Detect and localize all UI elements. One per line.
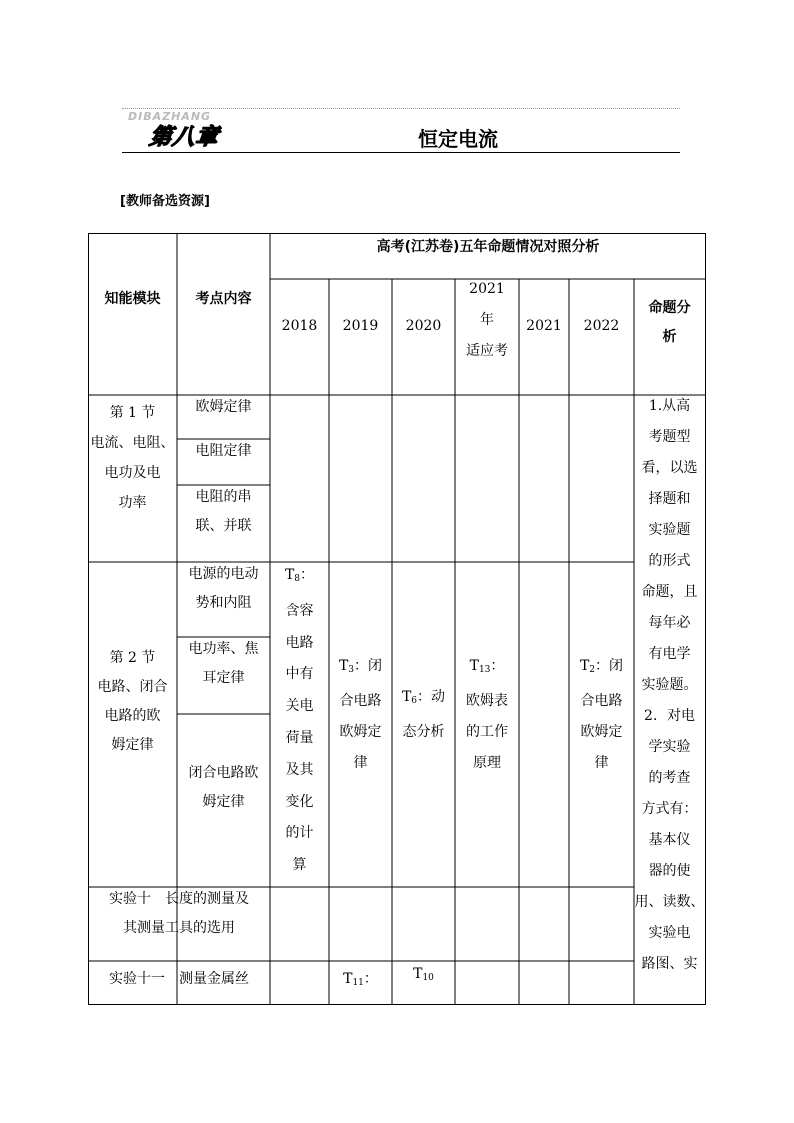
cell-2018-section2: $T_8$： 含容 电路 中有 关电 荷量 及其 变化 的计 算 xyxy=(284,567,315,874)
cell-2019-section2: $T_3$：闭 合电路 欧姆定 律 xyxy=(338,658,383,771)
cell-2021-adapt-section2: $T_{13}$： 欧姆表 的工作 原理 xyxy=(466,658,508,771)
section1-item-1: 欧姆定律 xyxy=(195,399,252,415)
header-rule xyxy=(122,152,680,153)
cell-2020-section2: $T_6$：动 态分析 xyxy=(401,689,446,740)
table-title: 高考(江苏卷)五年命题情况对照分析 xyxy=(376,239,600,255)
section1-item-2: 电阻定律 xyxy=(195,443,252,459)
header-year-2021-adapt: 2021 年 适应考 xyxy=(466,281,508,359)
resource-label: [教师备选资源] xyxy=(120,194,210,209)
header-year-2022: 2022 xyxy=(583,318,620,334)
header-year-2020: 2020 xyxy=(405,318,442,334)
section2-item-1: 电源的电动 势和内阻 xyxy=(188,566,259,611)
section1-item-3: 电阻的串 联、并联 xyxy=(195,489,252,534)
section2-item-3: 闭合电路欧 姆定律 xyxy=(188,765,259,810)
cell-2020-experiment-11: $T_{10}$ xyxy=(413,966,434,983)
chapter-pinyin: DIBAZHANG xyxy=(128,110,212,123)
header-analysis: 命题分 析 xyxy=(648,300,691,345)
analysis-text: 1.从高 考题型 看，以选 择题和 实验题 的形式 命题，且 每年必 有电学 实验题。 2．对电 学实验 的考查 方式有： 基本仪 器的使 用、读数、 实验电 路图、实 xyxy=(634,398,705,972)
header-module: 知能模块 xyxy=(104,291,161,307)
cell-2019-experiment-11: $T_{11}$： xyxy=(343,971,378,988)
section2-item-2: 电功率、焦 耳定律 xyxy=(188,641,259,686)
section1-module: 第 1 节 电流、电阻、 电功及电 功率 xyxy=(90,405,175,511)
chapter-label: 第八章 xyxy=(147,125,221,150)
header-content: 考点内容 xyxy=(195,291,252,307)
header-dotted-line xyxy=(122,108,680,109)
section2-module: 第 2 节 电路、闭合 电路的欧 姆定律 xyxy=(97,650,168,753)
chapter-title: 恒定电流 xyxy=(418,127,498,151)
header-year-2018: 2018 xyxy=(281,318,318,334)
experiment-11: 实验十一 测量金属丝 xyxy=(109,971,249,987)
experiment-10: 实验十 长度的测量及 其测量工具的选用 xyxy=(109,891,249,936)
header-year-2021: 2021 xyxy=(526,318,562,334)
header-year-2019: 2019 xyxy=(342,318,379,334)
cell-2022-section2: $T_2$：闭 合电路 欧姆定 律 xyxy=(579,658,624,771)
